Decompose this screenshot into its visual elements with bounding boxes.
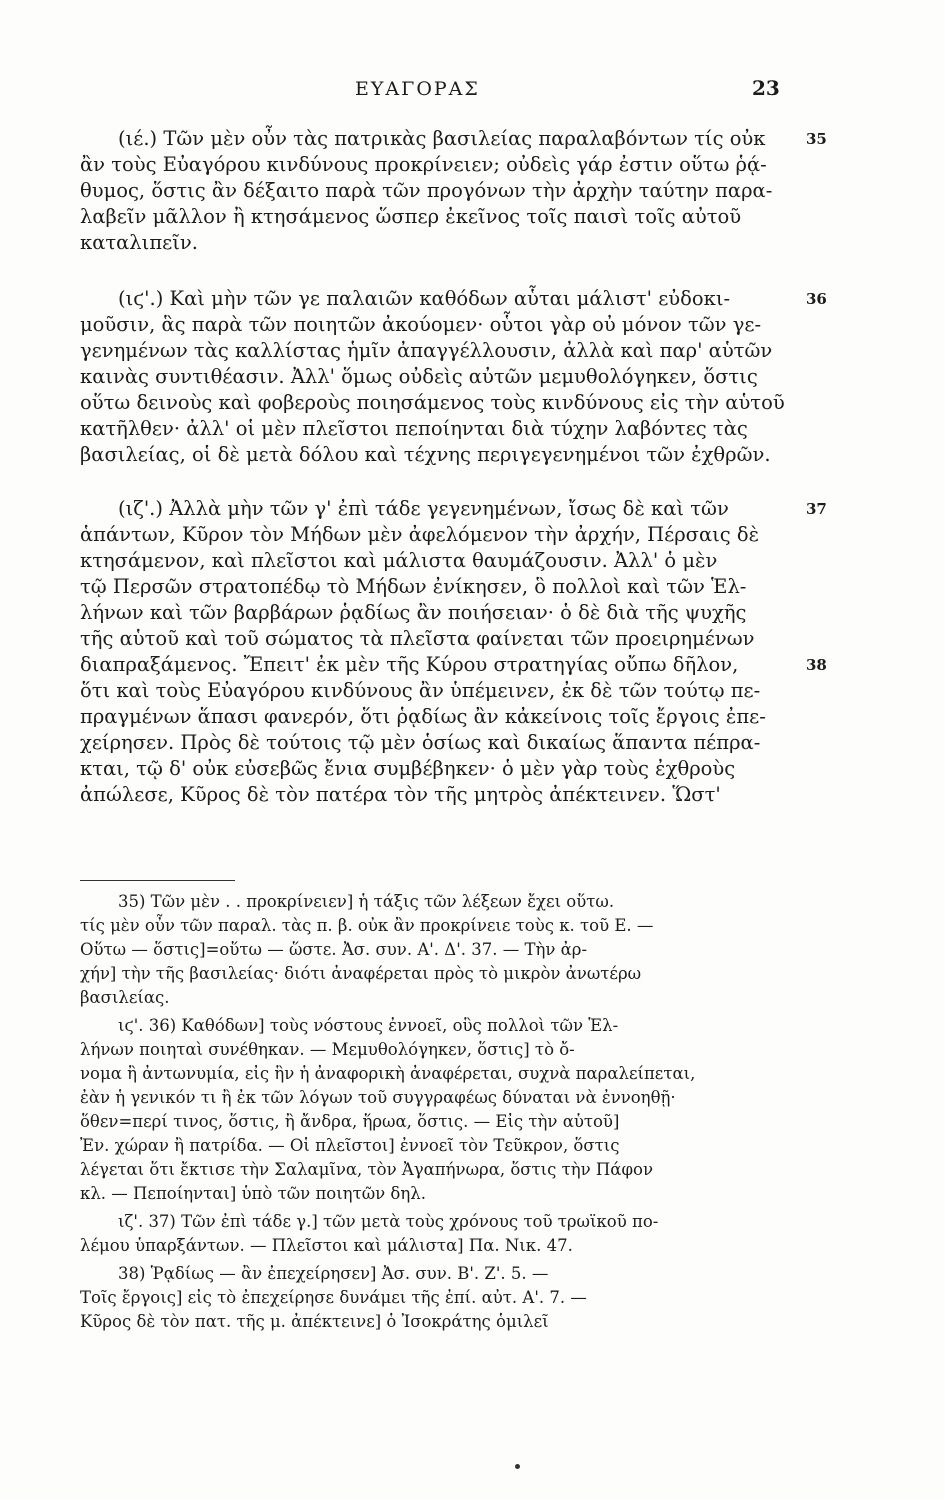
footnote-line: ὅθεν=περί τινος, ὅστις, ἢ ἄνδρα, ἥρωα, ὅστις. — Εἰς τὴν αὑτοῦ] (80, 1112, 620, 1131)
text-line: (ιζ'.) Ἀλλὰ μὴν τῶν γ' ἐπὶ τάδε γεγενημένων, ἴσως δὲ καὶ τῶν (118, 497, 729, 520)
footnote-line: λέμου ὑπαρξάντων. — Πλεῖστοι καὶ μάλιστα] Πα. Νικ. 47. (80, 1236, 573, 1255)
margin-section-number: 35 (806, 130, 827, 148)
footnote-line: κλ. — Πεποίηνται] ὑπὸ τῶν ποιητῶν δηλ. (80, 1184, 426, 1203)
footnote-line: βασιλείας. (80, 988, 170, 1007)
footnote-line: λέγεται ὅτι ἔκτισε τὴν Σαλαμῖνα, τὸν Ἀγαπήνωρα, ὅστις τὴν Πάφον (80, 1160, 653, 1179)
footnote-line: 35) Τῶν μὲν . . προκρίνειεν] ἡ τάξις τῶν λέξεων ἔχει οὕτω. (118, 892, 615, 911)
text-line: τῷ Περσῶν στρατοπέδῳ τὸ Μήδων ἐνίκησεν, ὃ πολλοὶ καὶ τῶν Ἑλ- (80, 575, 747, 598)
text-line: λαβεῖν μᾶλλον ἢ κτησάμενος ὥσπερ ἐκεῖνος τοῖς παισὶ τοῖς αὐτοῦ (80, 205, 742, 228)
text-line: λήνων καὶ τῶν βαρβάρων ῥᾳδίως ἂν ποιήσειαν· ὁ δὲ διὰ τῆς ψυχῆς (80, 601, 747, 624)
page-mark-dot (515, 1464, 520, 1469)
text-line: κτησάμενον, καὶ πλεῖστοι καὶ μάλιστα θαυμάζουσιν. Ἀλλ' ὁ μὲν (80, 549, 718, 572)
text-line: γενημένων τὰς καλλίστας ἡμῖν ἀπαγγέλλουσιν, ἀλλὰ καὶ παρ' αὑτῶν (80, 339, 773, 362)
footnote-line: Κῦρος δὲ τὸν πατ. τῆς μ. ἀπέκτεινε] ὁ Ἰσοκράτης ὁμιλεῖ (80, 1312, 549, 1331)
text-line: μοῦσιν, ἃς παρὰ τῶν ποιητῶν ἀκούομεν· οὗτοι γὰρ οὐ μόνον τῶν γε- (80, 313, 762, 336)
text-line: βασιλείας, οἱ δὲ μετὰ δόλου καὶ τέχνης περιγεγενημένοι τῶν ἐχθρῶν. (80, 443, 771, 466)
footnote-line: χήν] τὴν τῆς βασιλείας· διότι ἀναφέρεται πρὸς τὸ μικρὸν ἀνωτέρω (80, 964, 642, 983)
text-line: ἁπάντων, Κῦρον τὸν Μήδων μὲν ἀφελόμενον τὴν ἀρχήν, Πέρσαις δὲ (80, 523, 760, 546)
text-line: (ιέ.) Τῶν μὲν οὖν τὰς πατρικὰς βασιλείας παραλαβόντων τίς οὐκ (118, 127, 766, 150)
footnote-line: Ἐν. χώραν ἢ πατρίδα. — Οἱ πλεῖστοι] ἐννοεῖ τὸν Τεῦκρον, ὅστις (80, 1136, 620, 1155)
footnote-line: ιζ'. 37) Τῶν ἐπὶ τάδε γ.] τῶν μετὰ τοὺς χρόνους τοῦ τρωϊκοῦ πο- (118, 1212, 659, 1231)
margin-section-number: 37 (806, 500, 827, 518)
text-line: κατῆλθεν· ἀλλ' οἱ μὲν πλεῖστοι πεποίηνται διὰ τύχην λαβόντες τὰς (80, 417, 748, 440)
footnote-line: λήνων ποιηταὶ συνέθηκαν. — Μεμυθολόγηκεν, ὅστις] τὸ ὄ- (80, 1040, 575, 1059)
text-line: τῆς αὑτοῦ καὶ τοῦ σώματος τὰ πλεῖστα φαίνεται τῶν προειρημένων (80, 627, 755, 650)
footnote-line: 38) Ῥᾳδίως — ἂν ἐπεχείρησεν] Ἀσ. συν. Β'. Ζ'. 5. — (118, 1264, 549, 1283)
text-line: κται, τῷ δ' οὐκ εὐσεβῶς ἔνια συμβέβηκεν· ὁ μὲν γὰρ τοὺς ἐχθροὺς (80, 757, 736, 780)
text-line: διαπραξάμενος. Ἔπειτ' ἐκ μὲν τῆς Κύρου στρατηγίας οὔπω δῆλον, (80, 653, 739, 676)
text-line: πραγμένων ἅπασι φανερόν, ὅτι ῥᾳδίως ἂν κἀκείνοις τοῖς ἔργοις ἐπε- (80, 705, 766, 728)
text-line: καταλιπεῖν. (80, 231, 198, 254)
text-line: (ιϛ'.) Καὶ μὴν τῶν γε παλαιῶν καθόδων αὗται μάλιστ' εὐδοκι- (118, 287, 731, 310)
text-line: ἀπώλεσε, Κῦρος δὲ τὸν πατέρα τὸν τῆς μητρὸς ἀπέκτεινεν. Ὥστ' (80, 783, 721, 806)
footnote-line: Τοῖς ἔργοις] εἰς τὸ ἐπεχείρησε δυνάμει τῆς ἐπί. αὐτ. Α'. 7. — (80, 1288, 587, 1307)
text-line: οὕτω δεινοὺς καὶ φοβεροὺς ποιησάμενος τοὺς κινδύνους εἰς τὴν αὑτοῦ (80, 391, 785, 414)
page-number: 23 (752, 76, 780, 100)
footnote-divider (80, 880, 235, 881)
text-line: χείρησεν. Πρὸς δὲ τούτοις τῷ μὲν ὁσίως καὶ δικαίως ἅπαντα πέπρα- (80, 731, 761, 754)
text-line: καινὰς συντιθέασιν. Ἀλλ' ὅμως οὐδεὶς αὐτῶν μεμυθολόγηκεν, ὅστις (80, 365, 758, 388)
text-line: θυμος, ὅστις ἂν δέξαιτο παρὰ τῶν προγόνων τὴν ἀρχὴν ταύτην παρα- (80, 179, 773, 202)
page-header (0, 78, 945, 108)
margin-section-number: 38 (806, 656, 827, 674)
footnote-line: νομα ἢ ἀντωνυμία, εἰς ἣν ἡ ἀναφορικὴ ἀναφέρεται, συχνὰ παραλείπεται, (80, 1064, 696, 1083)
running-title: ΕΥΑΓΟΡΑΣ (355, 78, 480, 100)
footnote-line: Οὕτω — ὅστις]=οὕτω — ὥστε. Ἀσ. συν. Α'. Δ'. 37. — Τὴν ἀρ- (80, 940, 588, 959)
footnote-line: ιϛ'. 36) Καθόδων] τοὺς νόστους ἐννοεῖ, οὓς πολλοὶ τῶν Ἑλ- (118, 1016, 619, 1035)
footnote-line: τίς μὲν οὖν τῶν παραλ. τὰς π. β. οὐκ ἂν προκρίνειε τοὺς κ. τοῦ Ε. — (80, 916, 654, 935)
text-line: ἂν τοὺς Εὐαγόρου κινδύνους προκρίνειεν; οὐδεὶς γάρ ἐστιν οὕτω ῥᾴ- (80, 153, 767, 176)
footnote-line: ἐὰν ἡ γενικόν τι ἢ ἐκ τῶν λόγων τοῦ συγγραφέως δύναται νὰ ἐννοηθῇ· (80, 1088, 676, 1107)
margin-section-number: 36 (806, 290, 827, 308)
text-line: ὅτι καὶ τοὺς Εὐαγόρου κινδύνους ἂν ὑπέμεινεν, ἐκ δὲ τῶν τούτῳ πε- (80, 679, 761, 702)
